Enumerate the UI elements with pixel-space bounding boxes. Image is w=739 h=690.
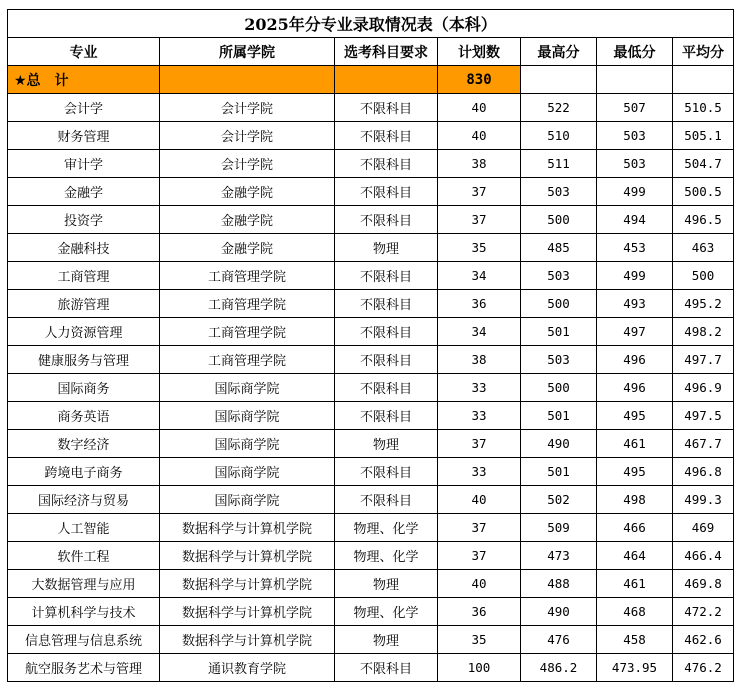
cell-max: 500 — [521, 290, 597, 318]
cell-plan: 34 — [438, 262, 521, 290]
cell-avg: 469 — [673, 514, 734, 542]
cell-subjects: 不限科目 — [335, 486, 438, 514]
cell-plan: 100 — [438, 654, 521, 682]
cell-subjects: 不限科目 — [335, 94, 438, 122]
cell-avg: 463 — [673, 234, 734, 262]
cell-major: 国际商务 — [8, 374, 160, 402]
header-college: 所属学院 — [160, 38, 335, 66]
header-plan: 计划数 — [438, 38, 521, 66]
total-avg-cell — [673, 66, 734, 94]
cell-plan: 33 — [438, 374, 521, 402]
cell-min: 453 — [597, 234, 673, 262]
cell-min: 466 — [597, 514, 673, 542]
table-row — [8, 206, 734, 234]
cell-max: 490 — [521, 430, 597, 458]
cell-major: 会计学 — [8, 94, 160, 122]
header-avg: 平均分 — [673, 38, 734, 66]
cell-avg: 499.3 — [673, 486, 734, 514]
table-row — [8, 290, 734, 318]
table-row — [8, 94, 734, 122]
cell-college: 数据科学与计算机学院 — [160, 514, 335, 542]
cell-subjects: 不限科目 — [335, 346, 438, 374]
cell-college: 数据科学与计算机学院 — [160, 570, 335, 598]
cell-avg: 505.1 — [673, 122, 734, 150]
table-row — [8, 626, 734, 654]
cell-min: 464 — [597, 542, 673, 570]
header-subjects: 选考科目要求 — [335, 38, 438, 66]
cell-max: 473 — [521, 542, 597, 570]
cell-max: 503 — [521, 178, 597, 206]
cell-max: 503 — [521, 346, 597, 374]
cell-min: 499 — [597, 262, 673, 290]
admission-table — [7, 9, 734, 682]
cell-plan: 37 — [438, 542, 521, 570]
cell-major: 商务英语 — [8, 402, 160, 430]
cell-max: 490 — [521, 598, 597, 626]
total-max-cell — [521, 66, 597, 94]
cell-min: 499 — [597, 178, 673, 206]
header-min: 最低分 — [597, 38, 673, 66]
cell-college: 国际商学院 — [160, 486, 335, 514]
cell-subjects: 不限科目 — [335, 122, 438, 150]
cell-avg: 500 — [673, 262, 734, 290]
cell-college: 金融学院 — [160, 178, 335, 206]
cell-min: 461 — [597, 430, 673, 458]
cell-plan: 40 — [438, 94, 521, 122]
cell-avg: 476.2 — [673, 654, 734, 682]
cell-min: 458 — [597, 626, 673, 654]
table-row — [8, 542, 734, 570]
cell-subjects: 不限科目 — [335, 318, 438, 346]
total-subjects-cell — [335, 66, 438, 94]
cell-plan: 40 — [438, 122, 521, 150]
cell-max: 500 — [521, 374, 597, 402]
table-title: 2025年分专业录取情况表（本科） — [8, 10, 734, 38]
cell-avg: 510.5 — [673, 94, 734, 122]
total-row — [8, 66, 734, 94]
cell-avg: 496.8 — [673, 458, 734, 486]
cell-plan: 40 — [438, 570, 521, 598]
cell-major: 财务管理 — [8, 122, 160, 150]
cell-max: 511 — [521, 150, 597, 178]
cell-min: 496 — [597, 346, 673, 374]
cell-plan: 38 — [438, 150, 521, 178]
cell-subjects: 不限科目 — [335, 402, 438, 430]
cell-max: 503 — [521, 262, 597, 290]
cell-college: 工商管理学院 — [160, 290, 335, 318]
cell-major: 人工智能 — [8, 514, 160, 542]
cell-min: 497 — [597, 318, 673, 346]
header-max: 最高分 — [521, 38, 597, 66]
cell-max: 476 — [521, 626, 597, 654]
cell-avg: 498.2 — [673, 318, 734, 346]
cell-plan: 40 — [438, 486, 521, 514]
cell-subjects: 不限科目 — [335, 262, 438, 290]
table-row — [8, 458, 734, 486]
cell-min: 503 — [597, 150, 673, 178]
cell-plan: 37 — [438, 178, 521, 206]
cell-major: 跨境电子商务 — [8, 458, 160, 486]
table-row — [8, 374, 734, 402]
cell-min: 503 — [597, 122, 673, 150]
cell-min: 498 — [597, 486, 673, 514]
cell-subjects: 物理、化学 — [335, 542, 438, 570]
table-row — [8, 402, 734, 430]
cell-avg: 466.4 — [673, 542, 734, 570]
table-row — [8, 234, 734, 262]
table-row — [8, 598, 734, 626]
cell-min: 495 — [597, 458, 673, 486]
cell-major: 投资学 — [8, 206, 160, 234]
table-row — [8, 262, 734, 290]
cell-college: 会计学院 — [160, 122, 335, 150]
table-row — [8, 514, 734, 542]
cell-max: 509 — [521, 514, 597, 542]
cell-subjects: 物理 — [335, 430, 438, 458]
cell-subjects: 物理 — [335, 626, 438, 654]
cell-subjects: 物理 — [335, 234, 438, 262]
cell-college: 国际商学院 — [160, 374, 335, 402]
cell-major: 健康服务与管理 — [8, 346, 160, 374]
cell-min: 461 — [597, 570, 673, 598]
cell-major: 审计学 — [8, 150, 160, 178]
cell-major: 人力资源管理 — [8, 318, 160, 346]
cell-max: 500 — [521, 206, 597, 234]
cell-subjects: 物理 — [335, 570, 438, 598]
cell-plan: 35 — [438, 234, 521, 262]
cell-plan: 38 — [438, 346, 521, 374]
total-label: ★总 计 — [8, 66, 160, 94]
table-title-row — [8, 10, 734, 38]
cell-college: 会计学院 — [160, 94, 335, 122]
cell-subjects: 物理、化学 — [335, 514, 438, 542]
cell-avg: 495.2 — [673, 290, 734, 318]
cell-college: 数据科学与计算机学院 — [160, 626, 335, 654]
cell-college: 工商管理学院 — [160, 346, 335, 374]
table-row — [8, 430, 734, 458]
cell-major: 国际经济与贸易 — [8, 486, 160, 514]
table-row — [8, 486, 734, 514]
cell-avg: 496.9 — [673, 374, 734, 402]
cell-major: 金融科技 — [8, 234, 160, 262]
cell-avg: 500.5 — [673, 178, 734, 206]
cell-max: 501 — [521, 402, 597, 430]
cell-major: 工商管理 — [8, 262, 160, 290]
cell-college: 金融学院 — [160, 206, 335, 234]
cell-plan: 34 — [438, 318, 521, 346]
cell-avg: 472.2 — [673, 598, 734, 626]
cell-min: 494 — [597, 206, 673, 234]
cell-major: 数字经济 — [8, 430, 160, 458]
table-row — [8, 122, 734, 150]
cell-major: 软件工程 — [8, 542, 160, 570]
cell-avg: 496.5 — [673, 206, 734, 234]
cell-plan: 37 — [438, 514, 521, 542]
cell-plan: 37 — [438, 430, 521, 458]
total-plan: 830 — [438, 66, 521, 94]
cell-subjects: 不限科目 — [335, 178, 438, 206]
cell-subjects: 不限科目 — [335, 458, 438, 486]
cell-max: 488 — [521, 570, 597, 598]
table-row — [8, 654, 734, 682]
cell-major: 大数据管理与应用 — [8, 570, 160, 598]
table-row — [8, 318, 734, 346]
table-header-row — [8, 38, 734, 66]
cell-avg: 504.7 — [673, 150, 734, 178]
cell-max: 522 — [521, 94, 597, 122]
cell-subjects: 物理、化学 — [335, 598, 438, 626]
header-major: 专业 — [8, 38, 160, 66]
cell-major: 信息管理与信息系统 — [8, 626, 160, 654]
cell-avg: 467.7 — [673, 430, 734, 458]
cell-subjects: 不限科目 — [335, 150, 438, 178]
cell-major: 旅游管理 — [8, 290, 160, 318]
cell-major: 金融学 — [8, 178, 160, 206]
cell-max: 486.2 — [521, 654, 597, 682]
cell-subjects: 不限科目 — [335, 654, 438, 682]
cell-major: 航空服务艺术与管理 — [8, 654, 160, 682]
cell-max: 502 — [521, 486, 597, 514]
cell-avg: 497.5 — [673, 402, 734, 430]
cell-min: 496 — [597, 374, 673, 402]
cell-college: 通识教育学院 — [160, 654, 335, 682]
cell-min: 495 — [597, 402, 673, 430]
total-min-cell — [597, 66, 673, 94]
cell-max: 501 — [521, 318, 597, 346]
total-college-cell — [160, 66, 335, 94]
cell-avg: 462.6 — [673, 626, 734, 654]
cell-college: 国际商学院 — [160, 430, 335, 458]
cell-college: 数据科学与计算机学院 — [160, 598, 335, 626]
cell-max: 501 — [521, 458, 597, 486]
cell-min: 507 — [597, 94, 673, 122]
cell-plan: 37 — [438, 206, 521, 234]
table-row — [8, 178, 734, 206]
cell-college: 工商管理学院 — [160, 318, 335, 346]
cell-college: 国际商学院 — [160, 458, 335, 486]
cell-plan: 35 — [438, 626, 521, 654]
cell-subjects: 不限科目 — [335, 374, 438, 402]
table-row — [8, 570, 734, 598]
cell-plan: 36 — [438, 290, 521, 318]
cell-max: 485 — [521, 234, 597, 262]
table-row — [8, 150, 734, 178]
cell-plan: 33 — [438, 402, 521, 430]
cell-max: 510 — [521, 122, 597, 150]
cell-min: 468 — [597, 598, 673, 626]
cell-plan: 36 — [438, 598, 521, 626]
cell-college: 会计学院 — [160, 150, 335, 178]
cell-college: 工商管理学院 — [160, 262, 335, 290]
cell-avg: 497.7 — [673, 346, 734, 374]
table-row — [8, 346, 734, 374]
cell-college: 国际商学院 — [160, 402, 335, 430]
admission-table-sheet — [7, 9, 734, 682]
cell-subjects: 不限科目 — [335, 290, 438, 318]
cell-min: 473.95 — [597, 654, 673, 682]
cell-subjects: 不限科目 — [335, 206, 438, 234]
cell-avg: 469.8 — [673, 570, 734, 598]
cell-college: 数据科学与计算机学院 — [160, 542, 335, 570]
cell-college: 金融学院 — [160, 234, 335, 262]
cell-major: 计算机科学与技术 — [8, 598, 160, 626]
cell-plan: 33 — [438, 458, 521, 486]
cell-min: 493 — [597, 290, 673, 318]
